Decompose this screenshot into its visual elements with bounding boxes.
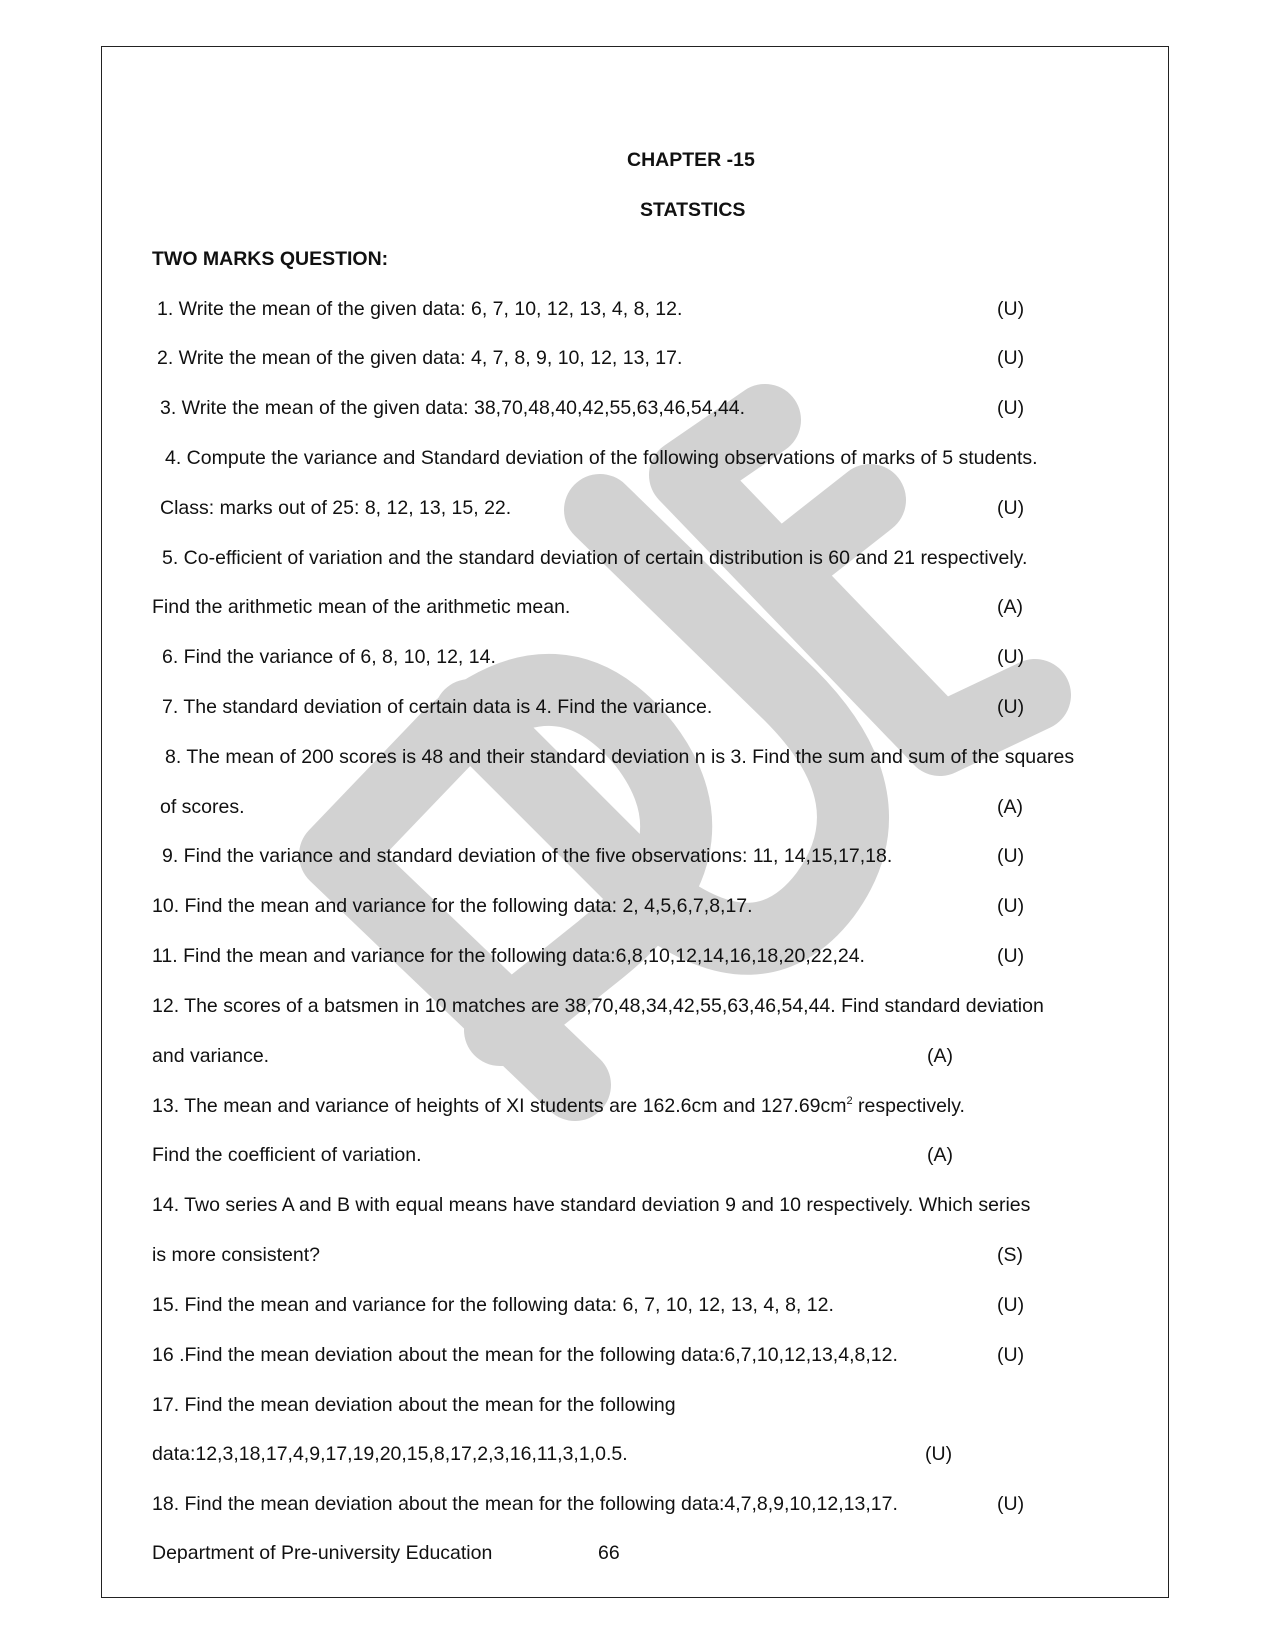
question-3: 3. Write the mean of the given data: 38,70,48,40,42,55,63,46,54,44. bbox=[160, 397, 746, 419]
question-12-mark: (A) bbox=[927, 1045, 953, 1067]
question-9-mark: (U) bbox=[997, 845, 1025, 867]
chapter-heading: CHAPTER -15 bbox=[627, 149, 755, 171]
question-17-continued: data:12,3,18,17,4,9,17,19,20,15,8,17,2,3,16,11,3,1,0.5. bbox=[152, 1443, 628, 1465]
footer-page-number: 66 bbox=[598, 1542, 620, 1564]
question-1: 1. Write the mean of the given data: 6, 7, 10, 12, 13, 4, 8, 12. bbox=[157, 298, 683, 320]
question-12-continued: and variance. bbox=[152, 1045, 270, 1067]
question-17: 17. Find the mean deviation about the mean for the following bbox=[152, 1394, 676, 1416]
question-6-mark: (U) bbox=[997, 646, 1025, 668]
question-8-continued: of scores. bbox=[160, 796, 245, 818]
question-12: 12. The scores of a batsmen in 10 matches are 38,70,48,34,42,55,63,46,54,44. Find standard deviation bbox=[152, 995, 1044, 1017]
page-title: STATSTICS bbox=[640, 199, 746, 221]
question-5-continued: Find the arithmetic mean of the arithmetic mean. bbox=[152, 596, 571, 618]
question-14-mark: (S) bbox=[997, 1244, 1023, 1266]
question-3-mark: (U) bbox=[997, 397, 1025, 419]
question-2-mark: (U) bbox=[997, 347, 1025, 369]
question-18-mark: (U) bbox=[997, 1493, 1025, 1515]
question-16-mark: (U) bbox=[997, 1344, 1025, 1366]
question-5-mark: (A) bbox=[997, 596, 1023, 618]
question-15-mark: (U) bbox=[997, 1294, 1025, 1316]
question-13-mark: (A) bbox=[927, 1144, 953, 1166]
question-8: 8. The mean of 200 scores is 48 and their standard deviation n is 3. Find the sum and sum of the squares bbox=[165, 746, 1075, 768]
question-1-mark: (U) bbox=[997, 298, 1025, 320]
question-11: 11. Find the mean and variance for the following data:6,8,10,12,14,16,18,20,22,24. bbox=[152, 945, 865, 967]
question-8-mark: (A) bbox=[997, 796, 1023, 818]
question-6: 6. Find the variance of 6, 8, 10, 12, 14. bbox=[162, 646, 496, 668]
question-14-continued: is more consistent? bbox=[152, 1244, 320, 1266]
question-10: 10. Find the mean and variance for the following data: 2, 4,5,6,7,8,17. bbox=[152, 895, 753, 917]
question-18: 18. Find the mean deviation about the mean for the following data:4,7,8,9,10,12,13,17. bbox=[152, 1493, 898, 1515]
question-15: 15. Find the mean and variance for the following data: 6, 7, 10, 12, 13, 4, 8, 12. bbox=[152, 1294, 834, 1316]
superscript-two: 2 bbox=[846, 1095, 853, 1107]
question-13-continued: Find the coefficient of variation. bbox=[152, 1144, 422, 1166]
question-10-mark: (U) bbox=[997, 895, 1025, 917]
question-7: 7. The standard deviation of certain data is 4. Find the variance. bbox=[162, 696, 713, 718]
question-13: 13. The mean and variance of heights of XI students are 162.6cm and $127.69cm^2$ respectively. bbox=[152, 1095, 965, 1117]
question-11-mark: (U) bbox=[997, 945, 1025, 967]
question-4-continued: Class: marks out of 25: 8, 12, 13, 15, 22. bbox=[160, 497, 512, 519]
question-17-mark: (U) bbox=[925, 1443, 953, 1465]
question-14: 14. Two series A and B with equal means have standard deviation 9 and 10 respectively. Which series bbox=[152, 1194, 1031, 1216]
question-2: 2. Write the mean of the given data: 4, 7, 8, 9, 10, 12, 13, 17. bbox=[157, 347, 683, 369]
footer-department: Department of Pre-university Education bbox=[152, 1542, 493, 1564]
question-4: 4. Compute the variance and Standard deviation of the following observations of marks of 5 students. bbox=[165, 447, 1038, 469]
question-5: 5. Co-efficient of variation and the standard deviation of certain distribution is 60 and 21 respectively. bbox=[162, 547, 1028, 569]
question-4-mark: (U) bbox=[997, 497, 1025, 519]
question-9: 9. Find the variance and standard deviation of the five observations: 11, 14,15,17,18. bbox=[162, 845, 893, 867]
section-heading: TWO MARKS QUESTION: bbox=[152, 248, 389, 270]
question-7-mark: (U) bbox=[997, 696, 1025, 718]
question-16: 16 .Find the mean deviation about the mean for the following data:6,7,10,12,13,4,8,12. bbox=[152, 1344, 898, 1366]
